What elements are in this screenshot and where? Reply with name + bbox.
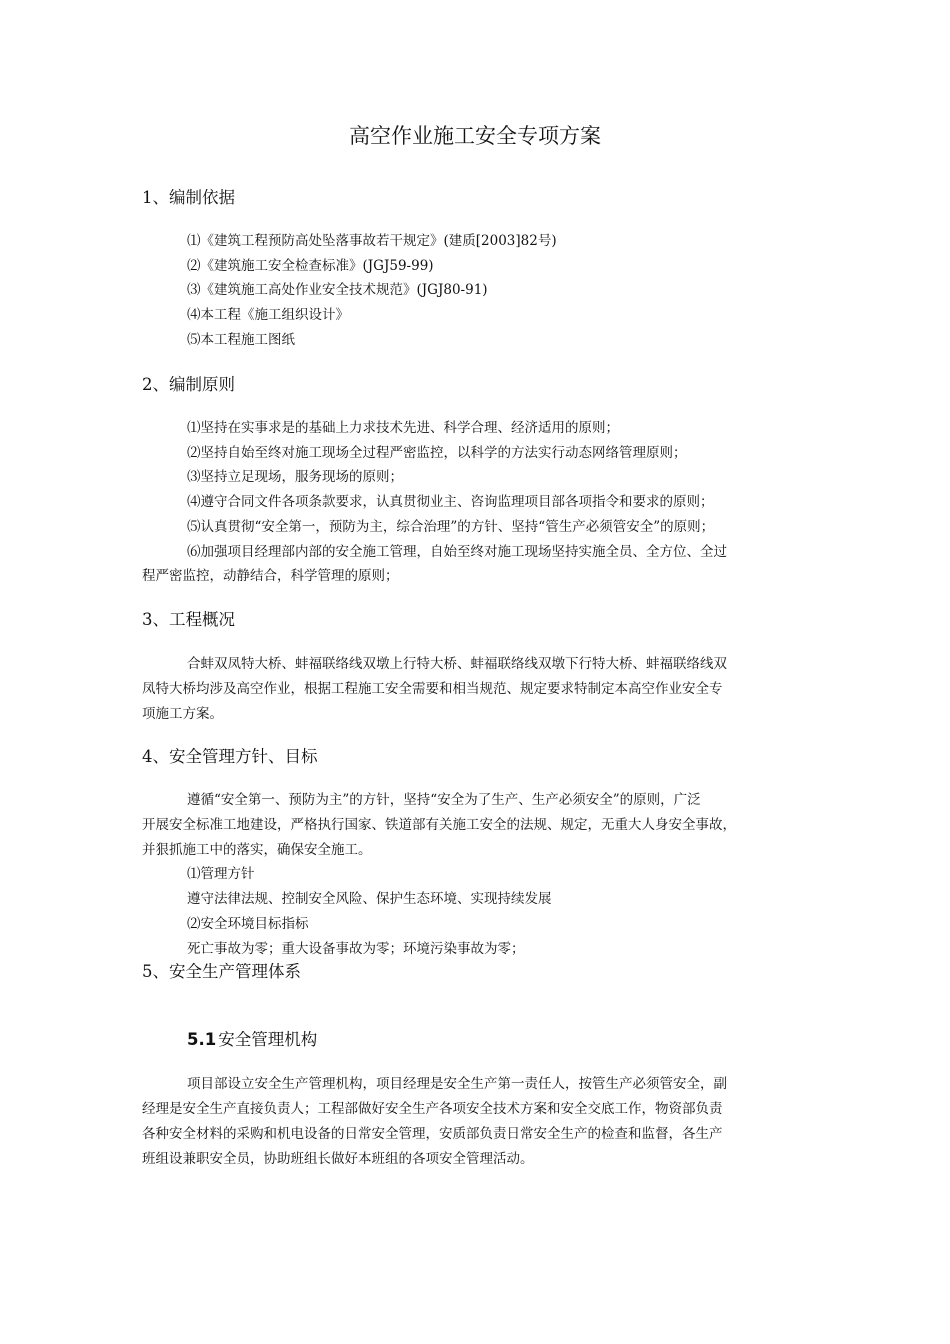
- policy-line: 遵守法律法规、控制安全风险、保护生态环境、实现持续发展: [187, 891, 552, 907]
- overview-line: 项施工方案。: [142, 706, 223, 722]
- principle-item: ⑷遵守合同文件各项条款要求，认真贯彻业主、咨询监理项目部各项指令和要求的原则；: [187, 494, 714, 510]
- principle-item: ⑵坚持自始至终对施工现场全过程严密监控，以科学的方法实行动态网络管理原则；: [187, 445, 687, 461]
- policy-line: 并狠抓施工中的落实，确保安全施工。: [142, 842, 372, 858]
- organization-line: 班组设兼职安全员，协助班组长做好本班组的各项安全管理活动。: [142, 1151, 534, 1167]
- document-title: 高空作业施工安全专项方案: [349, 124, 601, 148]
- policy-line: 开展安全标准工地建设，严格执行国家、铁道部有关施工安全的法规、规定，无重大人身安全事故，: [142, 817, 736, 833]
- section-5-heading: 5、安全生产管理体系: [142, 962, 301, 981]
- basis-item: ⑶《建筑施工高处作业安全技术规范》(JGJ80-91): [187, 282, 488, 298]
- section-4-heading: 4、安全管理方针、目标: [142, 747, 318, 766]
- overview-line: 凤特大桥均涉及高空作业，根据工程施工安全需要和相当规范、规定要求特制定本高空作业安全专: [142, 681, 723, 697]
- policy-subheading: ⑵安全环境目标指标: [187, 916, 309, 932]
- section-2-heading: 2、编制原则: [142, 375, 235, 394]
- subsection-5-1-heading: [187, 1026, 317, 1050]
- subsection-number: 5.1: [187, 1030, 217, 1049]
- basis-item: ⑵《建筑施工安全检查标准》(JGJ59-99): [187, 258, 434, 274]
- basis-item: ⑴《建筑工程预防高处坠落事故若干规定》(建质[2003]82号): [187, 233, 557, 249]
- basis-item: ⑷本工程《施工组织设计》: [187, 307, 349, 323]
- organization-line: 经理是安全生产直接负责人；工程部做好安全生产各项安全技术方案和安全交底工作，物资部负责: [142, 1101, 723, 1117]
- policy-line: 死亡事故为零；重大设备事故为零；环境污染事故为零；: [187, 941, 525, 957]
- principle-item: ⑶坚持立足现场，服务现场的原则；: [187, 469, 403, 485]
- subsection-title: 安全管理机构: [218, 1030, 318, 1049]
- policy-subheading: ⑴管理方针: [187, 866, 255, 882]
- section-1-heading: 1、编制依据: [142, 188, 235, 207]
- principle-item: ⑸认真贯彻“安全第一，预防为主，综合治理”的方针、坚持“管生产必须管安全”的原则；: [187, 519, 715, 535]
- policy-line: 遵循“安全第一、预防为主”的方针，坚持“安全为了生产、生产必须安全”的原则，广泛: [187, 792, 701, 808]
- organization-line: 各种安全材料的采购和机电设备的日常安全管理，安质部负责日常安全生产的检查和监督，各生产: [142, 1126, 723, 1142]
- principle-item: ⑹加强项目经理部内部的安全施工管理，自始至终对施工现场坚持实施全员、全方位、全过: [187, 544, 727, 560]
- organization-line: 项目部设立安全生产管理机构，项目经理是安全生产第一责任人，按管生产必须管安全，副: [187, 1076, 727, 1092]
- section-3-heading: 3、工程概况: [142, 610, 235, 629]
- overview-line: 合蚌双凤特大桥、蚌福联络线双墩上行特大桥、蚌福联络线双墩下行特大桥、蚌福联络线双: [187, 656, 727, 672]
- basis-item: ⑸本工程施工图纸: [187, 332, 295, 348]
- principle-item: ⑴坚持在实事求是的基础上力求技术先进、科学合理、经济适用的原则；: [187, 420, 619, 436]
- principle-item-continued: 程严密监控，动静结合，科学管理的原则；: [142, 568, 399, 584]
